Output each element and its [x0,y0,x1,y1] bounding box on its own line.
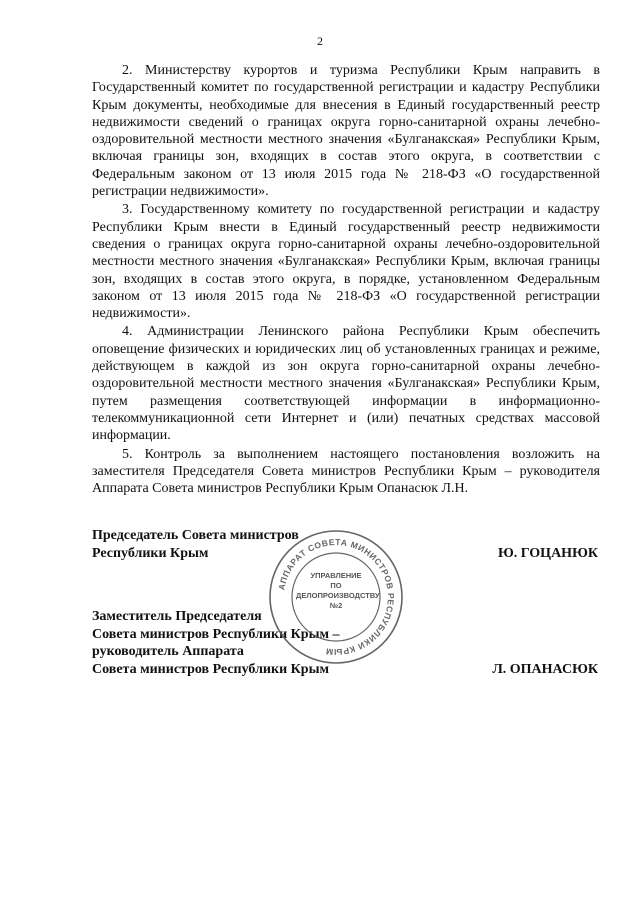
stamp-line: №2 [329,601,343,610]
paragraph-4: 4. Администрации Ленинского района Республики Крым обеспечить оповещение физических и юридических лиц об установленных границах и режиме, действующем в каждой из зон округа горно-санитарной охраны лечебно-оздоровительной местности местного значения «Булганакская» Республики Крым, путем размещения соответствующей информации в информационно-телекоммуникационной сети Интернет и (или) печатных средствах массовой информации. [92,324,600,444]
chairman-title-line: Республики Крым [92,545,209,561]
stamp-center-text [296,571,380,611]
chairman-name: Ю. ГОЦАНЮК [497,545,598,561]
chairman-title-line: Председатель Совета министров [92,528,299,543]
paragraph-2: 2. Министерству курортов и туризма Республики Крым направить в Государственный комитет по государственной регистрации и кадастру Республики Крым документы, необходимые для внесения в Единый государственный реестр недвижимости сведений о границах округа горно-санитарной охраны лечебно-оздоровительной местности местного значения «Булганакская» Республики Крым, включая границы зон, входящих в состав этого округа, в соответствии с Федеральным законом от 13 июля 2015 года № 218-ФЗ «О государственной регистрации недвижимости». [92,63,600,200]
deputy-title-line: Заместитель Председателя [92,609,262,624]
deputy-title-line: руководитель Аппарата [92,644,244,659]
stamp-line: УПРАВЛЕНИЕ [310,571,362,580]
deputy-title-line: Совета министров Республики Крым [92,661,330,677]
paragraph-3: 3. Государственному комитету по государственной регистрации и кадастру Республики Крым внести в Единый государственный реестр недвижимости сведения о границах округа горно-санитарной охраны лечебно-оздоровительной местности местного значения «Булганакская» Республики Крым, включая границы зон, входящих в состав этого округа, в порядке, установленном Федеральным законом от 13 июля 2015 года № 218-ФЗ «О государственной регистрации недвижимости». [92,202,600,322]
deputy-title-line: Совета министров Республики Крым – [92,626,340,642]
document-body [92,62,600,498]
stamp-line: ПО [330,581,342,590]
office-stamp [266,527,406,667]
stamp-line: ДЕЛОПРОИЗВОДСТВУ [296,591,380,600]
paragraph-5: 5. Контроль за выполнением настоящего постановления возложить на заместителя Председателя Совета министров Республики Крым – руководителя Аппарата Совета министров Республики Крым Опанасюк Л.Н. [92,446,600,497]
stamp-ring-text: АППАРАТ СОВЕТА МИНИСТРОВ РЕСПУБЛИКИ КРЫМ [276,536,397,658]
page-number: 2 [317,34,323,48]
deputy-name: Л. ОПАНАСЮК [492,661,598,677]
